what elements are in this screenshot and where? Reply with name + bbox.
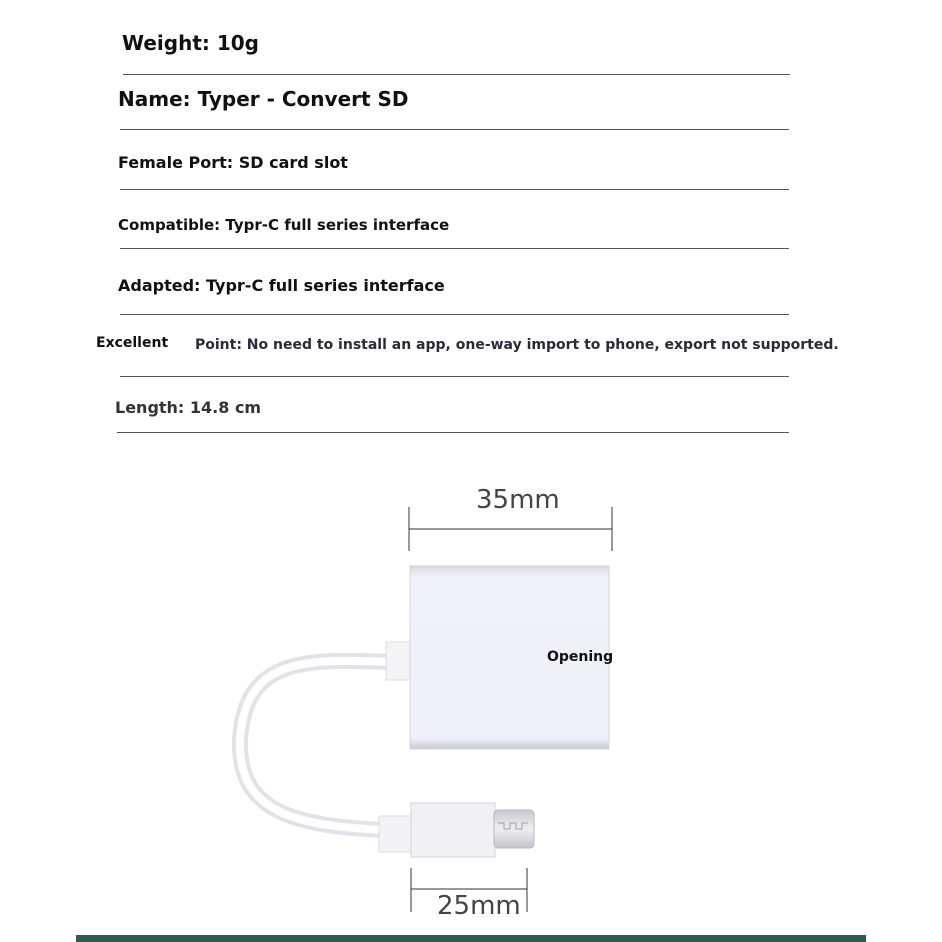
opening-label: Opening xyxy=(547,649,614,665)
dimension-width-label: 35mm xyxy=(476,485,560,515)
footer-bar xyxy=(76,935,866,942)
dimension-plug-label: 25mm xyxy=(437,891,521,921)
spec-weight: Weight: 10g xyxy=(122,31,259,55)
spec-female-port: Female Port: SD card slot xyxy=(118,153,348,172)
spec-adapted: Adapted: Typr-C full series interface xyxy=(118,276,445,295)
plug-housing xyxy=(411,803,495,857)
usb-c-plug xyxy=(494,810,534,848)
cable-collar-top xyxy=(386,642,411,680)
spec-excellent-label: Excellent xyxy=(96,335,169,351)
spec-excellent-point: Point: No need to install an app, one-way import to phone, export not supported. xyxy=(195,337,839,353)
cable-collar-bottom xyxy=(379,816,412,852)
spec-length: Length: 14.8 cm xyxy=(115,398,262,417)
spec-compatible: Compatible: Typr-C full series interface xyxy=(118,216,450,234)
spec-name: Name: Typer - Convert SD xyxy=(118,87,409,111)
